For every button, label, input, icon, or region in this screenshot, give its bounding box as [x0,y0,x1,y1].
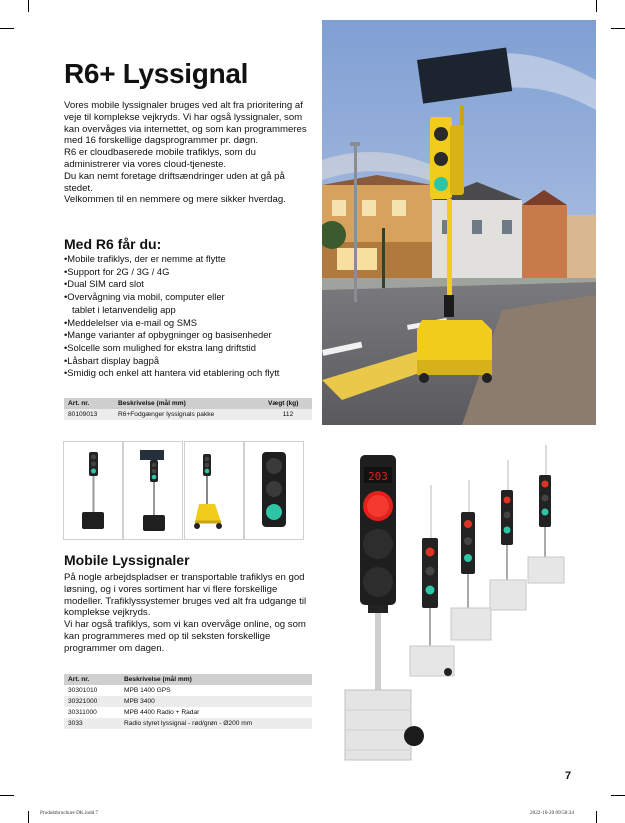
product-thumbnail [123,441,183,540]
feature-item: • Dual SIM card slot [64,278,324,291]
table-cell: 30321000 [64,696,120,707]
feature-item: • Support for 2G / 3G / 4G [64,266,324,279]
traffic-lights-group-icon [330,440,600,780]
intro-paragraph: Du kan nemt foretage driftsændringer uden at gå på stedet. [64,170,285,194]
table-cell: 112 [264,409,312,420]
table-row [64,409,312,420]
crop-mark [28,0,29,12]
footer-filename: Produktbrochure DK.indd 7 [40,810,99,816]
table-row [64,729,312,740]
product-thumbnail [184,441,244,540]
crop-mark [596,0,597,12]
mid-signal-unit [410,485,454,676]
table-cell: 30311000 [68,709,97,716]
table-cell: MPB 3400 [120,696,312,707]
intro-paragraph: Velkommen til en nemmere og mere sikker hverdag. [64,194,286,206]
table-cell [120,729,312,740]
feature-item: • Smidig och enkel att hantera vid etablering och flytt [64,367,324,380]
table-row [64,696,312,707]
table-header: Art. nr. [64,398,114,409]
product-table-mobile [64,674,312,740]
table-cell: MPB 4400 Radio + Radar [124,709,200,716]
crop-mark [0,28,14,29]
feature-item: • Mobile trafiklys, der er nemme at flytte [64,253,324,266]
traffic-light-icon [64,442,122,539]
footer-timestamp: 2022-10-20 09:58:34 [530,810,574,816]
table-header: Beskrivelse (mål mm) [120,674,312,685]
intro-paragraph: Vores mobile lyssignaler bruges ved alt fra prioritering af veje til komplekse vejkryds. Vi har også lyssignaler, som kan overvåges via internettet, og som kan programmeres med 16 forskellige dagsprogrammer pr. døgn. [64,100,307,147]
feature-item: • Meddelelser via e-mail og SMS [64,317,324,330]
intro-text [64,100,314,206]
features-list [64,253,324,380]
feature-item: • Låsbart display bagpå [64,355,324,368]
table-header: Art. nr. [64,674,120,685]
page-number: 7 [565,770,572,782]
mobile-paragraph: På nogle arbejdspladser er transportable trafiklys en god løsning, og i vores sortiment har vi flere forskellige modeller. Trafiklyssystemer bruges ved alt fra udgange til komplekse vejkryds. [64,572,307,619]
crop-mark [28,811,29,823]
product-table-r6 [64,398,312,420]
crop-mark [611,28,625,29]
far-signal-unit [528,445,564,583]
table-row [64,685,312,696]
table-header: Beskrivelse (mål mm) [114,398,264,409]
far-signal-unit [490,460,526,610]
front-signal-unit [345,455,424,760]
intro-paragraph: R6 er cloudbaserede mobile trafiklys, som du administrerer via vores cloud-tjeneste. [64,147,256,170]
mobile-paragraph: Vi har også trafiklys, som vi kan overvåge online, og som kan programmeres med op til seksten forskellige programmer om dagen. [64,619,306,654]
countdown-display: 203 [368,470,388,483]
signal-head-icon [245,442,303,539]
table-cell [64,729,120,740]
product-thumbnail [63,441,123,540]
table-cell: Radio styret lyssignal - rød/grøn - Ø200 mm [120,718,312,729]
table-header: Vægt (kg) [264,398,312,409]
mobile-signals-group-image [330,440,600,780]
yellow-traffic-light-icon [185,442,243,539]
feature-item: • Solcelle som mulighed for ekstra lang driftstid [64,342,324,355]
table-row [64,718,312,729]
table-cell: 30301010 [68,687,98,694]
feature-item: • Overvågning via mobil, computer eller tablet i letanvendelig app [64,291,324,316]
features-heading: Med R6 får du: [64,236,162,252]
table-header-row [64,674,312,685]
table-cell: 80109013 [64,409,114,420]
table-cell: 3033 [64,718,120,729]
product-thumbnail [244,441,304,540]
street-scene-image [322,20,596,425]
crop-mark [0,795,14,796]
mobile-signals-heading: Mobile Lyssignaler [64,552,190,568]
mid-signal-unit [451,480,491,640]
solar-traffic-light-icon [124,442,182,539]
table-row [64,707,312,718]
table-cell: R6+Fodgænger lyssignals pakke [114,409,264,420]
feature-item: • Mange varianter af opbygninger og basisenheder [64,329,324,342]
crop-mark [596,811,597,823]
table-header-row [64,398,312,409]
table-cell: MPB 1400 GPS [124,687,171,694]
page-title: R6+ Lyssignal [64,58,249,89]
crop-mark [611,795,625,796]
hero-photo [322,20,596,425]
mobile-signals-text [64,572,314,655]
